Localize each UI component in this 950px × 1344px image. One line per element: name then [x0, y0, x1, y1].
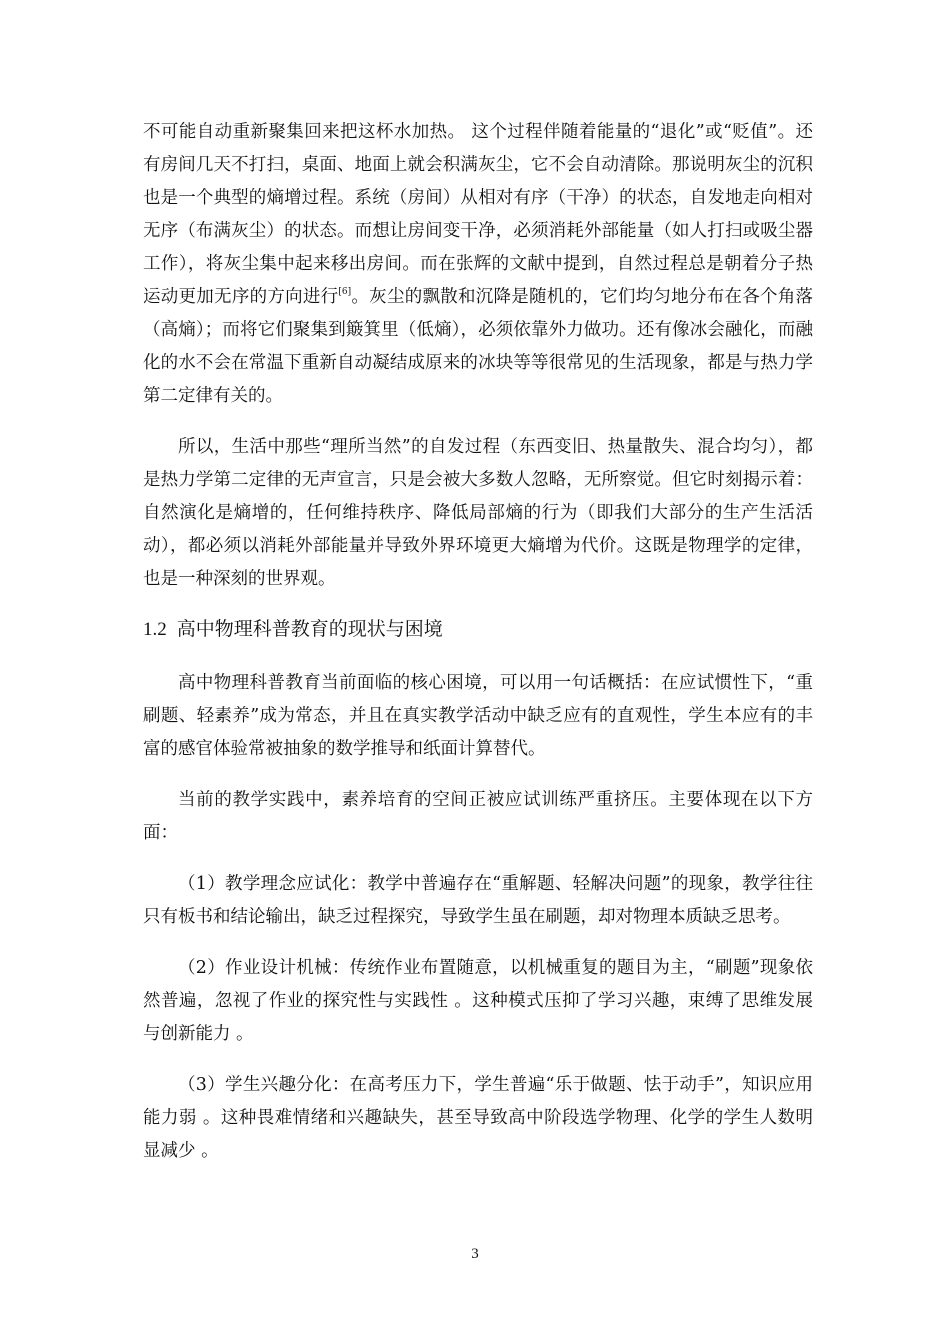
section-number: 1.2 [143, 619, 167, 640]
paragraph-second-law: 所以，生活中那些“理所当然”的自发过程（东西变旧、热量散失、混合均匀），都是热力学第二定律的无声宣言，只是会被大多数人忽略，无所察觉。但它时刻揭示着：自然演化是熵增的，任何维持秩序、降低局部熵的行为（即我们大部分的生产生活活动），都必须以消耗外部能量并导致外界环境更大熵增为代价。这既是物理学的定律，也是一种深刻的世界观。 [143, 437, 813, 589]
citation-ref[interactable]: [6] [338, 287, 352, 297]
list-item-homework-design: （2）作业设计机械：传统作业布置随意，以机械重复的题目为主，“刷题”现象依然普遍，忽视了作业的探究性与实践性 。这种模式压抑了学习兴趣，束缚了思维发展与创新能力 。 [143, 958, 813, 1044]
list-item-teaching-concept: （1）教学理念应试化：教学中普遍存在“重解题、轻解决问题”的现象，教学往往只有板书和结论输出，缺乏过程探究，导致学生虽在刷题，却对物理本质缺乏思考。 [143, 874, 813, 927]
paragraph-text: 不可能自动重新聚集回来把这杯水加热。 这个过程伴随着能量的“退化”或“贬值”。还有房间几天不打扫，桌面、地面上就会积满灰尘，它不会自动清除。那说明灰尘的沉积也是一个典型的熵增过程。系统（房间）从相对有序（干净）的状态，自发地走向相对无序（布满灰尘）的状态。而想让房间变干净，必须消耗外部能量（如人打扫或吸尘器工作），将灰尘集中起来移出房间。而在张辉的文献中提到，自然过程总是朝着分子热运动更加无序的方向进行 [143, 122, 813, 307]
page-body [143, 116, 813, 1186]
paragraph-entropy-examples [143, 116, 813, 413]
paragraph-text: 。灰尘的飘散和沉降是随机的，它们均匀地分布在各个角落（高熵）；而将它们聚集到簸箕里（低熵），必须依靠外力做功。还有像冰会融化，而融化的水不会在常温下重新自动凝结成原来的冰块等等很常见的生活现象，都是与热力学第二定律有关的。 [143, 287, 814, 406]
paragraph-teaching-practice: 当前的教学实践中，素养培育的空间正被应试训练严重挤压。主要体现在以下方面： [143, 790, 813, 843]
section-title: 高中物理科普教育的现状与困境 [176, 618, 443, 640]
page-number: 3 [471, 1246, 479, 1262]
list-item-student-interest: （3）学生兴趣分化：在高考压力下，学生普遍“乐于做题、怯于动手”，知识应用能力弱 。这种畏难情绪和兴趣缺失，甚至导致高中阶段选学物理、化学的学生人数明显减少 。 [143, 1075, 813, 1161]
section-heading [143, 614, 813, 645]
paragraph-core-dilemma: 高中物理科普教育当前面临的核心困境，可以用一句话概括：在应试惯性下，“重刷题、轻素养”成为常态，并且在真实教学活动中缺乏应有的直观性，学生本应有的丰富的感官体验常被抽象的数学推导和纸面计算替代。 [143, 673, 813, 759]
